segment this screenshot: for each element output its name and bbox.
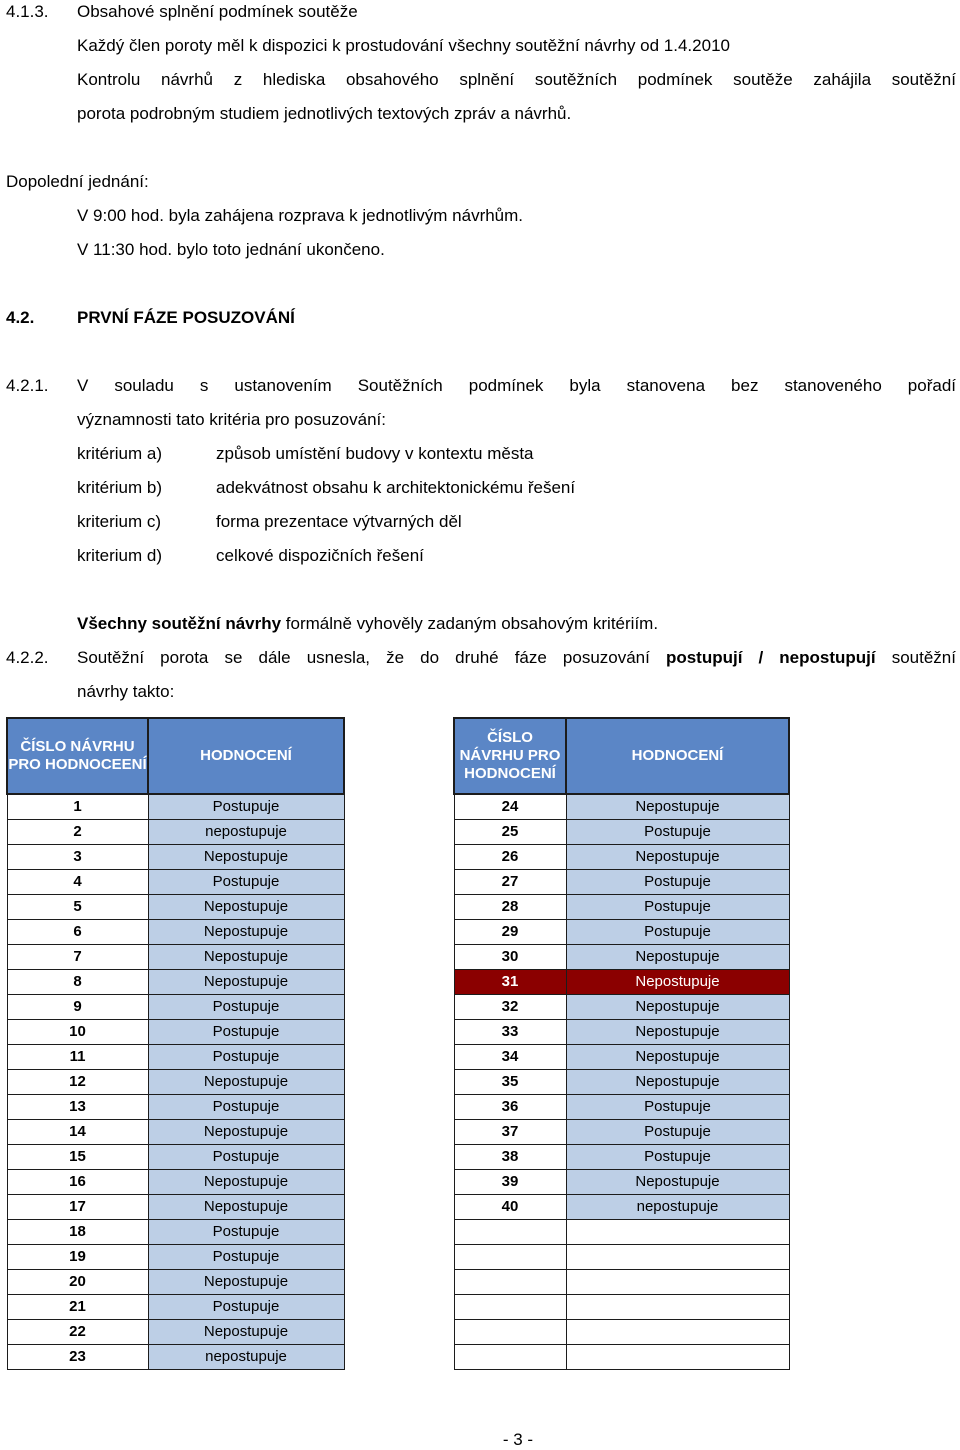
empty-cell xyxy=(566,1245,789,1270)
summary-bold: Všechny soutěžní návrhy xyxy=(77,614,282,633)
proposal-number-cell: 22 xyxy=(7,1320,148,1345)
table-row xyxy=(454,1195,789,1220)
proposal-number-cell: 18 xyxy=(7,1220,148,1245)
summary-line xyxy=(77,614,658,634)
rating-cell: Nepostupuje xyxy=(148,1320,344,1345)
table-row xyxy=(454,1070,789,1095)
rating-cell: Nepostupuje xyxy=(148,945,344,970)
table-row xyxy=(7,945,344,970)
rating-cell: Nepostupuje xyxy=(566,945,789,970)
table-row xyxy=(454,1020,789,1045)
table-row xyxy=(7,895,344,920)
proposal-number-cell: 24 xyxy=(454,794,566,820)
proposal-number-cell: 32 xyxy=(454,995,566,1020)
proposal-number-cell: 5 xyxy=(7,895,148,920)
rating-cell: nepostupuje xyxy=(566,1195,789,1220)
table-row xyxy=(7,920,344,945)
rating-cell: Postupuje xyxy=(566,920,789,945)
summary-rest: formálně vyhověly zadaným obsahovým kritériím. xyxy=(281,614,659,633)
empty-table-row xyxy=(454,1295,789,1320)
table-row xyxy=(7,995,344,1020)
empty-table-row xyxy=(454,1220,789,1245)
table-row xyxy=(454,794,789,820)
rating-cell: Nepostupuje xyxy=(148,1170,344,1195)
table-row xyxy=(7,845,344,870)
table-row xyxy=(7,1120,344,1145)
proposal-number-cell: 4 xyxy=(7,870,148,895)
table-row xyxy=(454,1120,789,1145)
proposal-number-cell: 19 xyxy=(7,1245,148,1270)
header-proposal-number: ČÍSLO NÁVRHU PRO HODNOCENÍ xyxy=(454,718,566,794)
rating-cell: Nepostupuje xyxy=(566,1045,789,1070)
table-row xyxy=(454,870,789,895)
rating-cell: Nepostupuje xyxy=(148,1195,344,1220)
section-422-bold: postupují / nepostupují xyxy=(665,648,876,667)
table-row xyxy=(7,1170,344,1195)
proposal-number-cell: 20 xyxy=(7,1270,148,1295)
proposal-number-cell: 34 xyxy=(454,1045,566,1070)
table-row xyxy=(7,1245,344,1270)
criterion-label: kritérium a) xyxy=(77,444,163,463)
proposal-number-cell: 12 xyxy=(7,1070,148,1095)
criterion-label: kritérium b) xyxy=(77,478,163,497)
table-row xyxy=(7,1320,344,1345)
rating-cell: Nepostupuje xyxy=(566,794,789,820)
rating-cell: Nepostupuje xyxy=(566,970,789,995)
proposal-number-cell: 37 xyxy=(454,1120,566,1145)
empty-cell xyxy=(454,1270,566,1295)
rating-cell: Nepostupuje xyxy=(566,845,789,870)
empty-cell xyxy=(454,1345,566,1370)
table-row xyxy=(454,945,789,970)
table-row xyxy=(7,970,344,995)
empty-table-row xyxy=(454,1270,789,1295)
section-421-line2: významnosti tato kritéria pro posuzování: xyxy=(77,410,386,429)
section-421-number: 4.2.1. xyxy=(6,376,49,395)
rating-cell: nepostupuje xyxy=(148,820,344,845)
empty-cell xyxy=(566,1220,789,1245)
rating-cell: Postupuje xyxy=(566,820,789,845)
criterion-text: celkové dispozičních řešení xyxy=(216,546,424,565)
proposal-number-cell: 21 xyxy=(7,1295,148,1320)
results-table-left xyxy=(6,717,345,1370)
table-row xyxy=(454,895,789,920)
rating-cell: Nepostupuje xyxy=(566,1020,789,1045)
table-row xyxy=(7,1020,344,1045)
empty-table-row xyxy=(454,1320,789,1345)
rating-cell: Nepostupuje xyxy=(566,1070,789,1095)
empty-cell xyxy=(454,1220,566,1245)
header-rating: HODNOCENÍ xyxy=(148,718,344,794)
proposal-number-cell: 31 xyxy=(454,970,566,995)
section-413-line1: Každý člen poroty měl k dispozici k prostudování všechny soutěžní návrhy od 1.4.2010 xyxy=(77,36,730,55)
empty-cell xyxy=(566,1345,789,1370)
rating-cell: Postupuje xyxy=(148,995,344,1020)
header-proposal-number: ČÍSLO NÁVRHU PRO HODNOCEENÍ xyxy=(7,718,148,794)
proposal-number-cell: 33 xyxy=(454,1020,566,1045)
section-421-line1: V souladu s ustanovením Soutěžních podmínek byla stanovena bez stanoveného pořadí xyxy=(77,376,956,395)
rating-cell: Postupuje xyxy=(148,1295,344,1320)
rating-cell: Nepostupuje xyxy=(148,895,344,920)
rating-cell: Postupuje xyxy=(148,1145,344,1170)
criterion-label: kriterium d) xyxy=(77,546,163,565)
table-row xyxy=(7,1145,344,1170)
table-row xyxy=(7,1345,344,1370)
table-row xyxy=(454,995,789,1020)
empty-cell xyxy=(454,1245,566,1270)
rating-cell: Nepostupuje xyxy=(148,1270,344,1295)
table-row xyxy=(454,920,789,945)
empty-cell xyxy=(566,1270,789,1295)
empty-table-row xyxy=(454,1245,789,1270)
proposal-number-cell: 1 xyxy=(7,794,148,820)
empty-cell xyxy=(566,1295,789,1320)
table-row xyxy=(7,1220,344,1245)
proposal-number-cell: 28 xyxy=(454,895,566,920)
section-42-title: PRVNÍ FÁZE POSUZOVÁNÍ xyxy=(77,308,295,327)
table-row xyxy=(7,1270,344,1295)
proposal-number-cell: 25 xyxy=(454,820,566,845)
table-row xyxy=(454,820,789,845)
proposal-number-cell: 14 xyxy=(7,1120,148,1145)
proposal-number-cell: 30 xyxy=(454,945,566,970)
proposal-number-cell: 23 xyxy=(7,1345,148,1370)
proposal-number-cell: 6 xyxy=(7,920,148,945)
proposal-number-cell: 29 xyxy=(454,920,566,945)
page-number: - 3 - xyxy=(502,1430,534,1449)
proposal-number-cell: 13 xyxy=(7,1095,148,1120)
rating-cell: Postupuje xyxy=(148,794,344,820)
section-422-text-a: Soutěžní porota se dále usnesla, že do druhé fáze posuzování xyxy=(77,648,666,667)
rating-cell: Postupuje xyxy=(148,1095,344,1120)
table-row xyxy=(7,1195,344,1220)
table-row xyxy=(7,794,344,820)
header-rating: HODNOCENÍ xyxy=(566,718,789,794)
proposal-number-cell: 36 xyxy=(454,1095,566,1120)
criterion-label: kriterium c) xyxy=(77,512,162,531)
section-422-text-b: soutěžní xyxy=(875,648,956,667)
table-row xyxy=(7,1070,344,1095)
section-422-number: 4.2.2. xyxy=(6,648,49,667)
rating-cell: Nepostupuje xyxy=(148,1120,344,1145)
table-row xyxy=(454,1145,789,1170)
rating-cell: Nepostupuje xyxy=(148,1070,344,1095)
rating-cell: Postupuje xyxy=(566,1120,789,1145)
rating-cell: Postupuje xyxy=(148,1020,344,1045)
section-413-line2: Kontrolu návrhů z hlediska obsahového splnění soutěžních podmínek soutěže zahájila soutěžní xyxy=(77,70,956,89)
morning-line2: V 11:30 hod. bylo toto jednání ukončeno. xyxy=(77,240,385,259)
section-413-title: Obsahové splnění podmínek soutěže xyxy=(77,2,358,21)
criterion-text: adekvátnost obsahu k architektonickému řešení xyxy=(216,478,576,497)
table-row xyxy=(454,1170,789,1195)
proposal-number-cell: 11 xyxy=(7,1045,148,1070)
proposal-number-cell: 17 xyxy=(7,1195,148,1220)
proposal-number-cell: 38 xyxy=(454,1145,566,1170)
rating-cell: Postupuje xyxy=(566,895,789,920)
empty-table-row xyxy=(454,1345,789,1370)
table-row xyxy=(7,870,344,895)
rating-cell: Postupuje xyxy=(566,1145,789,1170)
section-42-number: 4.2. xyxy=(6,308,35,327)
rating-cell: Nepostupuje xyxy=(148,970,344,995)
rating-cell: Nepostupuje xyxy=(566,995,789,1020)
morning-heading: Dopolední jednání: xyxy=(6,172,149,191)
rating-cell: Postupuje xyxy=(148,870,344,895)
proposal-number-cell: 16 xyxy=(7,1170,148,1195)
proposal-number-cell: 9 xyxy=(7,995,148,1020)
empty-cell xyxy=(454,1295,566,1320)
empty-cell xyxy=(454,1320,566,1345)
table-row xyxy=(7,820,344,845)
proposal-number-cell: 35 xyxy=(454,1070,566,1095)
proposal-number-cell: 8 xyxy=(7,970,148,995)
table-row xyxy=(7,1095,344,1120)
table-row xyxy=(454,1095,789,1120)
rating-cell: Nepostupuje xyxy=(148,920,344,945)
section-422-line2: návrhy takto: xyxy=(77,682,175,701)
rating-cell: Postupuje xyxy=(148,1045,344,1070)
proposal-number-cell: 7 xyxy=(7,945,148,970)
proposal-number-cell: 40 xyxy=(454,1195,566,1220)
table-row xyxy=(7,1295,344,1320)
rating-cell: Postupuje xyxy=(566,870,789,895)
proposal-number-cell: 3 xyxy=(7,845,148,870)
table-row xyxy=(7,1045,344,1070)
rating-cell: Postupuje xyxy=(148,1245,344,1270)
proposal-number-cell: 2 xyxy=(7,820,148,845)
rating-cell: Postupuje xyxy=(566,1095,789,1120)
criterion-text: forma prezentace výtvarných děl xyxy=(216,512,462,531)
results-table-right xyxy=(453,717,790,1370)
rating-cell: Nepostupuje xyxy=(148,845,344,870)
table-row xyxy=(454,845,789,870)
morning-line1: V 9:00 hod. byla zahájena rozprava k jednotlivým návrhům. xyxy=(77,206,524,225)
section-413-line3: porota podrobným studiem jednotlivých textových zpráv a návrhů. xyxy=(77,104,572,123)
rating-cell: Postupuje xyxy=(148,1220,344,1245)
empty-cell xyxy=(566,1320,789,1345)
rating-cell: nepostupuje xyxy=(148,1345,344,1370)
section-413-number: 4.1.3. xyxy=(6,2,49,21)
proposal-number-cell: 15 xyxy=(7,1145,148,1170)
criterion-text: způsob umístění budovy v kontextu města xyxy=(216,444,534,463)
proposal-number-cell: 10 xyxy=(7,1020,148,1045)
proposal-number-cell: 26 xyxy=(454,845,566,870)
table-row xyxy=(454,1045,789,1070)
rating-cell: Nepostupuje xyxy=(566,1170,789,1195)
table-row xyxy=(454,970,789,995)
proposal-number-cell: 27 xyxy=(454,870,566,895)
section-422-line1 xyxy=(77,648,956,668)
proposal-number-cell: 39 xyxy=(454,1170,566,1195)
